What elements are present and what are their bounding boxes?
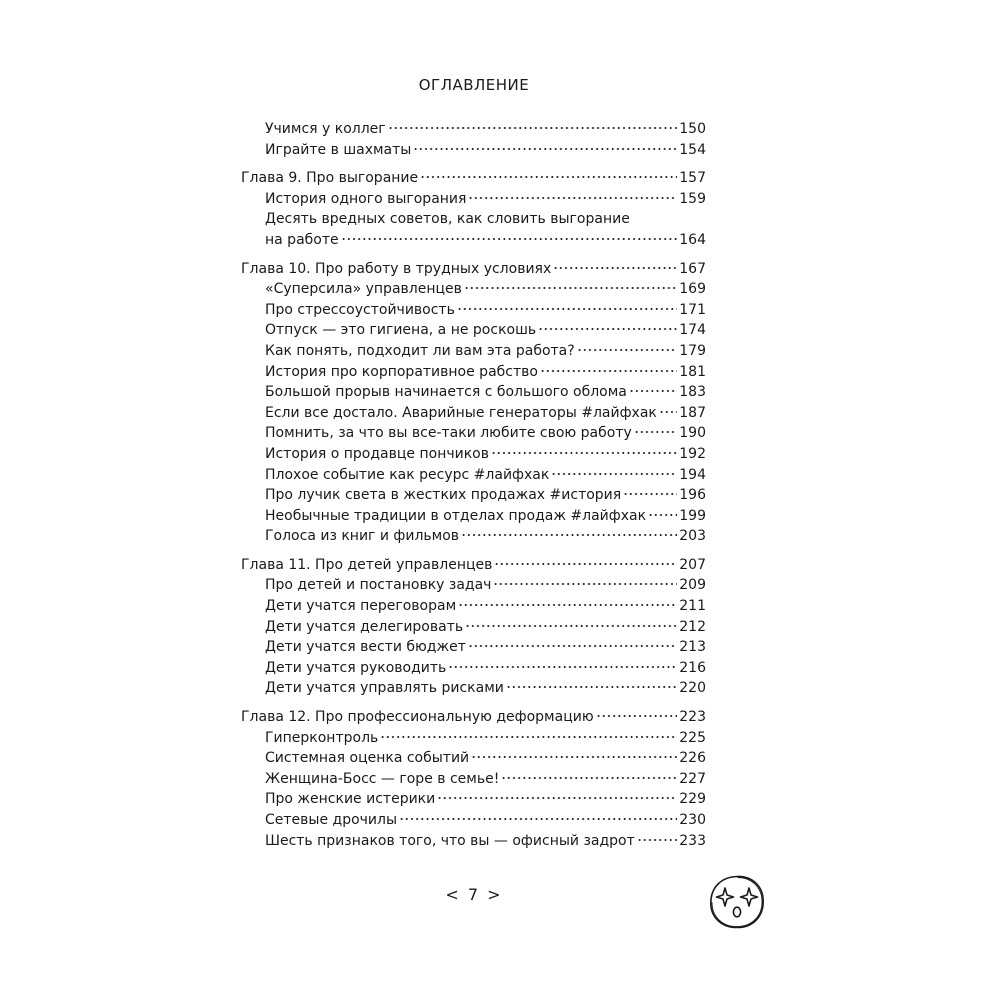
toc-entry-title: Дети учатся переговорам	[265, 598, 457, 615]
toc-entry-page: 159	[679, 190, 706, 207]
toc-entry[interactable]	[241, 728, 706, 749]
dot-leader	[399, 817, 677, 821]
dot-leader	[659, 410, 677, 414]
toc-chapter[interactable]	[241, 555, 706, 576]
dot-leader	[468, 644, 677, 648]
toc-entry-title: Глава 11. Про детей управленцев	[241, 556, 493, 573]
toc-entry-page: 225	[679, 729, 706, 746]
toc-chapter[interactable]	[241, 707, 706, 728]
dot-leader	[468, 196, 677, 200]
toc-entry-title: Десять вредных советов, как словить выгорание	[265, 211, 630, 228]
toc-entry-title: Глава 10. Про работу в трудных условиях	[241, 260, 552, 277]
toc-entry-page: 227	[679, 770, 706, 787]
toc-entry[interactable]	[241, 209, 706, 230]
toc-entry-title: Сетевые дрочилы	[265, 812, 398, 828]
toc-entry-title: Помнить, за что вы все-таки любите свою работу	[265, 425, 632, 442]
toc-entry-page: 207	[679, 556, 706, 573]
dot-leader	[388, 126, 678, 130]
dot-leader	[458, 603, 677, 607]
dot-leader	[413, 147, 677, 151]
dot-leader	[493, 582, 677, 586]
dot-leader	[506, 685, 677, 689]
toc-entry-page: 179	[679, 342, 706, 359]
toc-entry[interactable]	[241, 526, 706, 547]
dot-leader	[491, 451, 677, 455]
toc-entry[interactable]	[241, 617, 706, 638]
toc-entry-page: 209	[679, 577, 706, 594]
toc-entry-title: Про женские истерики	[265, 791, 436, 808]
toc-entry-page: 157	[679, 170, 706, 187]
section-gap	[241, 160, 706, 168]
toc-entry[interactable]	[241, 189, 706, 210]
toc-entry-title: Плохое событие как ресурс #лайфхак	[265, 466, 550, 483]
toc-entry[interactable]	[241, 320, 706, 341]
toc-entry[interactable]	[241, 300, 706, 321]
toc-entry[interactable]	[241, 658, 706, 679]
toc-entry[interactable]	[241, 403, 706, 424]
toc-entry-page: 174	[679, 322, 706, 339]
toc-entry[interactable]	[241, 485, 706, 506]
toc-entry-title: на работе	[265, 231, 339, 248]
toc-entry-page: 229	[679, 791, 706, 808]
toc-entry[interactable]	[241, 465, 706, 486]
toc-entry-page: 226	[679, 750, 706, 767]
toc-entry-title: Учимся у коллег	[265, 121, 386, 137]
dot-leader	[448, 665, 677, 669]
toc-entry-page: 190	[679, 425, 706, 442]
toc-entry-page: 171	[679, 301, 706, 318]
toc-entry[interactable]	[241, 831, 706, 852]
toc-entry-title: Гиперконтроль	[265, 729, 379, 746]
toc-entry-page: 150	[679, 121, 706, 137]
toc-entry-title: Дети учатся вести бюджет	[265, 639, 466, 656]
toc-entry-title: Дети учатся делегировать	[265, 618, 464, 635]
toc-entry-title: Глава 9. Про выгорание	[241, 170, 419, 187]
toc-entry-title: Большой прорыв начинается с большого облома	[265, 384, 627, 401]
toc-entry-title: История о продавце пончиков	[265, 445, 489, 462]
dot-leader	[464, 286, 677, 290]
dot-leader	[380, 735, 677, 739]
dot-leader	[629, 389, 677, 393]
dot-leader	[540, 369, 677, 373]
toc-entry[interactable]	[241, 362, 706, 383]
toc-entry-title: Необычные традиции в отделах продаж #лайфхак	[265, 507, 647, 524]
dot-leader	[420, 175, 677, 179]
dot-leader	[494, 562, 677, 566]
toc-entry-title: Шесть признаков того, что вы — офисный задрот	[265, 832, 635, 849]
toc-entry-title: Дети учатся руководить	[265, 659, 447, 676]
toc-entry-title: Если все достало. Аварийные генераторы #лайфхак	[265, 404, 657, 421]
toc-entry-page: 230	[679, 812, 706, 828]
page-number: < 7 >	[445, 885, 503, 904]
table-of-contents	[241, 119, 706, 851]
toc-entry-page: 164	[679, 231, 706, 248]
toc-entry-page: 233	[679, 832, 706, 849]
section-gap	[241, 251, 706, 259]
dot-leader	[501, 776, 677, 780]
toc-entry[interactable]	[241, 596, 706, 617]
toc-entry-title: Женщина-Босс — горе в семье!	[265, 770, 500, 787]
toc-entry-page: 183	[679, 384, 706, 401]
dot-leader	[538, 327, 677, 331]
toc-entry-title: Играйте в шахматы	[265, 141, 412, 158]
dot-leader	[596, 714, 678, 718]
dot-leader	[461, 533, 677, 537]
dot-leader	[634, 430, 677, 434]
toc-entry[interactable]	[241, 382, 706, 403]
toc-entry-page: 203	[679, 528, 706, 545]
toc-entry-page: 223	[679, 709, 706, 726]
toc-entry[interactable]	[241, 119, 706, 140]
toc-entry[interactable]	[241, 575, 706, 596]
toc-entry-title: Системная оценка событий	[265, 750, 470, 767]
toc-entry-title: Как понять, подходит ли вам эта работа?	[265, 342, 575, 359]
dot-leader	[553, 266, 677, 270]
toc-entry-page: 167	[679, 260, 706, 277]
dot-leader	[577, 348, 678, 352]
toc-chapter[interactable]	[241, 259, 706, 280]
toc-entry-title: Отпуск — это гигиена, а не роскошь	[265, 322, 537, 339]
toc-entry[interactable]	[241, 279, 706, 300]
toc-entry-continuation[interactable]	[241, 230, 706, 251]
toc-entry-page: 220	[679, 680, 706, 697]
dot-leader	[551, 472, 677, 476]
toc-entry-page: 212	[679, 618, 706, 635]
toc-entry-title: Глава 12. Про профессиональную деформацию	[241, 709, 594, 726]
toc-entry[interactable]	[241, 678, 706, 699]
toc-entry-page: 154	[679, 141, 706, 158]
toc-entry[interactable]	[241, 789, 706, 810]
toc-entry-page: 192	[679, 445, 706, 462]
surprised-face-icon	[708, 874, 766, 930]
dot-leader	[471, 755, 677, 759]
dot-leader	[437, 796, 677, 800]
dot-leader	[457, 307, 677, 311]
dot-leader	[648, 513, 677, 517]
toc-entry[interactable]	[241, 748, 706, 769]
toc-entry-title: Про лучик света в жестких продажах #история	[265, 487, 622, 504]
toc-entry-title: История одного выгорания	[265, 190, 467, 207]
toc-entry-page: 196	[679, 487, 706, 504]
toc-entry[interactable]	[241, 341, 706, 362]
toc-entry[interactable]	[241, 769, 706, 790]
toc-entry-title: История про корпоративное рабство	[265, 363, 538, 380]
page-title: ОГЛАВЛЕНИЕ	[418, 76, 530, 94]
toc-entry-title: Про детей и постановку задач	[265, 577, 492, 594]
dot-leader	[637, 838, 678, 842]
toc-entry-page: 216	[679, 659, 706, 676]
toc-entry-page: 181	[679, 363, 706, 380]
toc-chapter[interactable]	[241, 168, 706, 189]
dot-leader	[341, 237, 678, 241]
toc-entry[interactable]	[241, 423, 706, 444]
dot-leader	[623, 492, 677, 496]
toc-entry-page: 194	[679, 466, 706, 483]
toc-entry-page: 211	[679, 598, 706, 615]
section-gap	[241, 699, 706, 707]
toc-entry[interactable]	[241, 506, 706, 527]
dot-leader	[465, 624, 677, 628]
toc-entry-title: Про стрессоустойчивость	[265, 301, 455, 318]
toc-entry-page: 187	[679, 404, 706, 421]
toc-entry-page: 169	[679, 281, 706, 298]
toc-entry-title: Дети учатся управлять рисками	[265, 680, 504, 697]
section-gap	[241, 547, 706, 555]
toc-entry-page: 199	[679, 507, 706, 524]
toc-entry[interactable]	[241, 140, 706, 161]
toc-entry-title: Голоса из книг и фильмов	[265, 528, 460, 545]
toc-entry[interactable]	[241, 637, 706, 658]
toc-entry-title: «Суперсила» управленцев	[265, 281, 462, 298]
toc-entry[interactable]	[241, 810, 706, 831]
toc-entry-page: 213	[679, 639, 706, 656]
toc-entry[interactable]	[241, 444, 706, 465]
